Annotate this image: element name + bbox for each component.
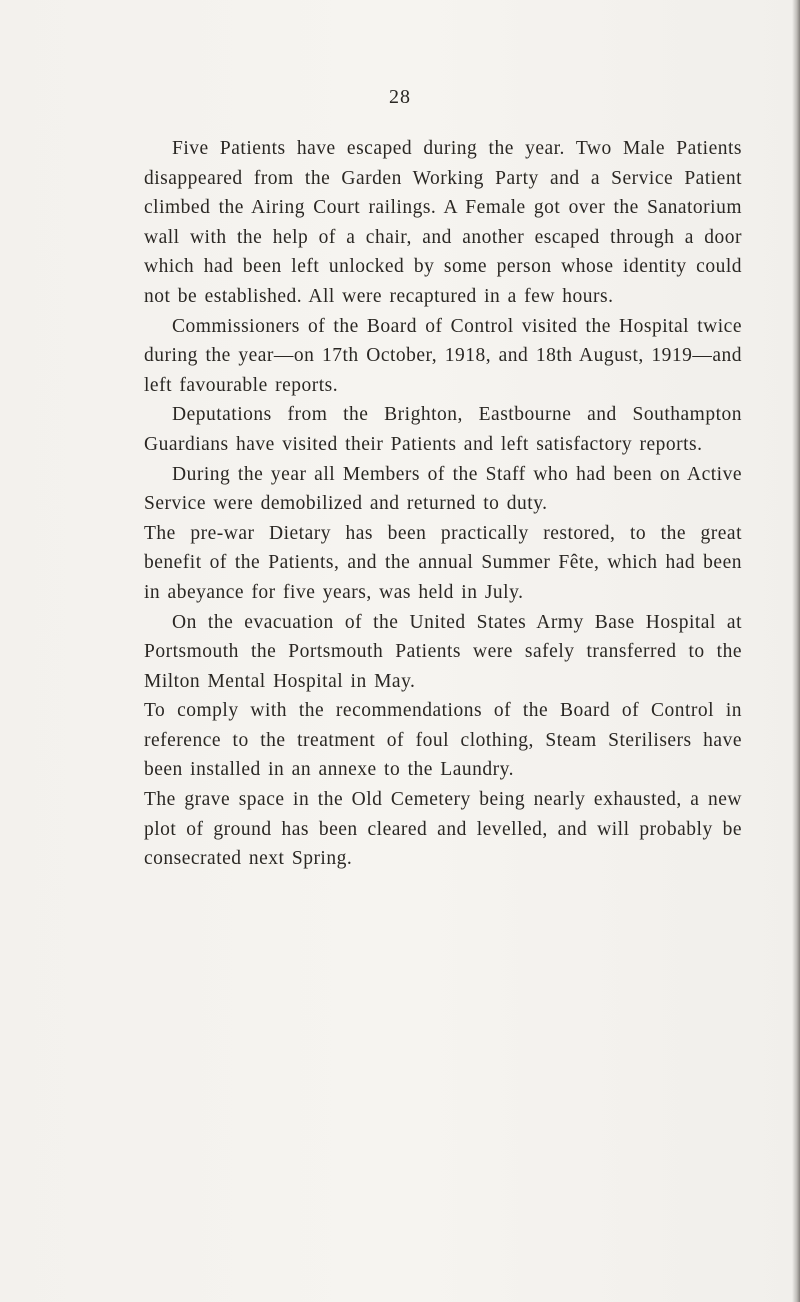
body-text (144, 134, 742, 874)
paragraph-evacuation: On the evacuation of the United States Army Base Hospital at Portsmouth the Portsmouth Patients were safely transferred to the Milton Mental Hospital in May. (144, 611, 742, 692)
paragraph-escapes: Five Patients have escaped during the year. Two Male Patients disappeared from the Garden Working Party and a Service Patient climbed the Airing Court railings. A Female got over the Sanatorium wall with the help of a chair, and another escaped through a door which had been left unlocked by some person whose identity could not be established. All were recaptured in a few hours. (144, 138, 742, 307)
page-number: 28 (389, 86, 411, 108)
paragraph-cemetery: The grave space in the Old Cemetery being nearly exhausted, a new plot of ground has been cleared and levelled, and will probably be consecrated next Spring. (144, 789, 742, 870)
paragraph-commissioners-visit: Commissioners of the Board of Control visited the Hospital twice during the year—on 17th October, 1918, and 18th August, 1919—and left favourable reports. (144, 315, 742, 396)
paragraph-dietary-fete: The pre-war Dietary has been practically restored, to the great benefit of the Patients, and the annual Summer Fête, which had been in abeyance for five years, was held in July. (144, 522, 742, 603)
page-edge-shadow (792, 0, 800, 1302)
paragraph-deputations: Deputations from the Brighton, Eastbourne and Southampton Guardians have visited their Patients and left satisfactory reports. (144, 404, 742, 455)
paragraph-sterilisers: To comply with the recommendations of the Board of Control in reference to the treatment of foul clothing, Steam Sterilisers have been installed in an annexe to the Laundry. (144, 700, 742, 781)
paragraph-staff-demobilized: During the year all Members of the Staff who had been on Active Service were demobilized and returned to duty. (144, 463, 742, 515)
